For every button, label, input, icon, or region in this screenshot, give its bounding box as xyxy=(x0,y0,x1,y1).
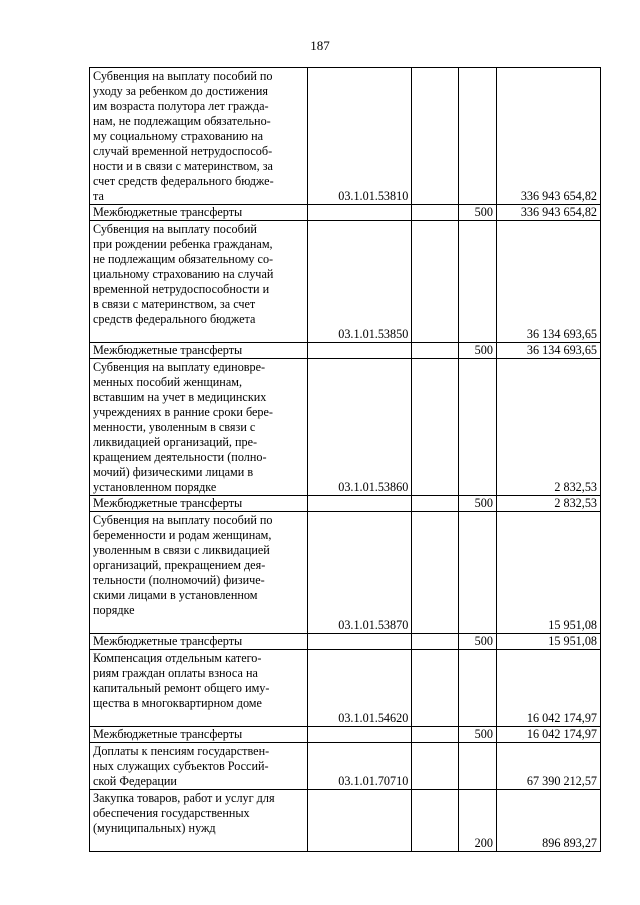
expense-type-code xyxy=(459,650,497,727)
target-article-code xyxy=(308,790,412,852)
transfer-row xyxy=(90,205,601,221)
amount: 15 951,08 xyxy=(496,512,600,634)
target-article-code xyxy=(308,205,412,221)
target-article-code: 03.1.01.53850 xyxy=(308,221,412,343)
item-name: Межбюджетные трансферты xyxy=(90,343,308,359)
target-article-code xyxy=(308,634,412,650)
item-name: Субвенция на выплату пособий при рождении ребенка гражданам, не подлежащим обязательному со- циальному страхованию на случай временной нетрудоспособности и в связи с материнством, за счет средств федерального бюджета xyxy=(90,221,308,343)
expense-row xyxy=(90,221,601,343)
expense-row xyxy=(90,650,601,727)
expense-type-code xyxy=(459,68,497,205)
expense-type-code: 500 xyxy=(459,343,497,359)
expense-type-code xyxy=(459,221,497,343)
blank-cell xyxy=(412,512,459,634)
budget-table xyxy=(89,67,601,852)
expense-type-code: 500 xyxy=(459,727,497,743)
item-name: Субвенция на выплату единовре- менных пособий женщинам, вставшим на учет в медицинских учреждениях в ранние сроки бере- менности, уволенным в связи с ликвидацией организаций, пре- кращением деятельности (полно- мочий) физическими лицами в установленном порядке xyxy=(90,359,308,496)
blank-cell xyxy=(412,68,459,205)
expense-type-code xyxy=(459,359,497,496)
item-name: Межбюджетные трансферты xyxy=(90,205,308,221)
blank-cell xyxy=(412,634,459,650)
blank-cell xyxy=(412,221,459,343)
expense-type-code xyxy=(459,743,497,790)
budget-table-body xyxy=(90,68,601,852)
target-article-code: 03.1.01.53810 xyxy=(308,68,412,205)
blank-cell xyxy=(412,343,459,359)
item-name: Межбюджетные трансферты xyxy=(90,634,308,650)
amount: 896 893,27 xyxy=(496,790,600,852)
expense-row xyxy=(90,790,601,852)
target-article-code: 03.1.01.53870 xyxy=(308,512,412,634)
target-article-code: 03.1.01.54620 xyxy=(308,650,412,727)
item-name: Межбюджетные трансферты xyxy=(90,727,308,743)
target-article-code xyxy=(308,496,412,512)
expense-row xyxy=(90,68,601,205)
amount: 16 042 174,97 xyxy=(496,727,600,743)
item-name: Субвенция на выплату пособий по уходу за ребенком до достижения им возраста полутора лет гражда- нам, не подлежащим обязательно- му социальному страхованию на случай временной нетрудоспособ- ности и в связи с материнством, за счет средств федерального бюдже- та xyxy=(90,68,308,205)
amount: 16 042 174,97 xyxy=(496,650,600,727)
item-name: Доплаты к пенсиям государствен- ных служащих субъектов Россий- ской Федерации xyxy=(90,743,308,790)
target-article-code: 03.1.01.70710 xyxy=(308,743,412,790)
blank-cell xyxy=(412,743,459,790)
expense-type-code: 500 xyxy=(459,205,497,221)
amount: 2 832,53 xyxy=(496,359,600,496)
transfer-row xyxy=(90,343,601,359)
amount: 2 832,53 xyxy=(496,496,600,512)
blank-cell xyxy=(412,727,459,743)
amount: 36 134 693,65 xyxy=(496,221,600,343)
amount: 67 390 212,57 xyxy=(496,743,600,790)
item-name: Компенсация отдельным катего- риям граждан оплаты взноса на капитальный ремонт общего иму- щества в многоквартирном доме xyxy=(90,650,308,727)
amount: 336 943 654,82 xyxy=(496,205,600,221)
item-name: Межбюджетные трансферты xyxy=(90,496,308,512)
expense-row xyxy=(90,743,601,790)
expense-type-code: 500 xyxy=(459,634,497,650)
transfer-row xyxy=(90,496,601,512)
expense-row xyxy=(90,512,601,634)
amount: 15 951,08 xyxy=(496,634,600,650)
target-article-code: 03.1.01.53860 xyxy=(308,359,412,496)
expense-type-code xyxy=(459,512,497,634)
blank-cell xyxy=(412,496,459,512)
expense-row xyxy=(90,359,601,496)
target-article-code xyxy=(308,343,412,359)
blank-cell xyxy=(412,205,459,221)
blank-cell xyxy=(412,650,459,727)
blank-cell xyxy=(412,359,459,496)
item-name: Закупка товаров, работ и услуг для обеспечения государственных (муниципальных) нужд xyxy=(90,790,308,852)
transfer-row xyxy=(90,634,601,650)
page-number: 187 xyxy=(310,38,330,53)
target-article-code xyxy=(308,727,412,743)
transfer-row xyxy=(90,727,601,743)
item-name: Субвенция на выплату пособий по беременности и родам женщинам, уволенным в связи с ликвидацией организаций, прекращением дея- тельности (полномочий) физиче- скими лицами в установленном порядке xyxy=(90,512,308,634)
amount: 336 943 654,82 xyxy=(496,68,600,205)
expense-type-code: 200 xyxy=(459,790,497,852)
blank-cell xyxy=(412,790,459,852)
expense-type-code: 500 xyxy=(459,496,497,512)
amount: 36 134 693,65 xyxy=(496,343,600,359)
